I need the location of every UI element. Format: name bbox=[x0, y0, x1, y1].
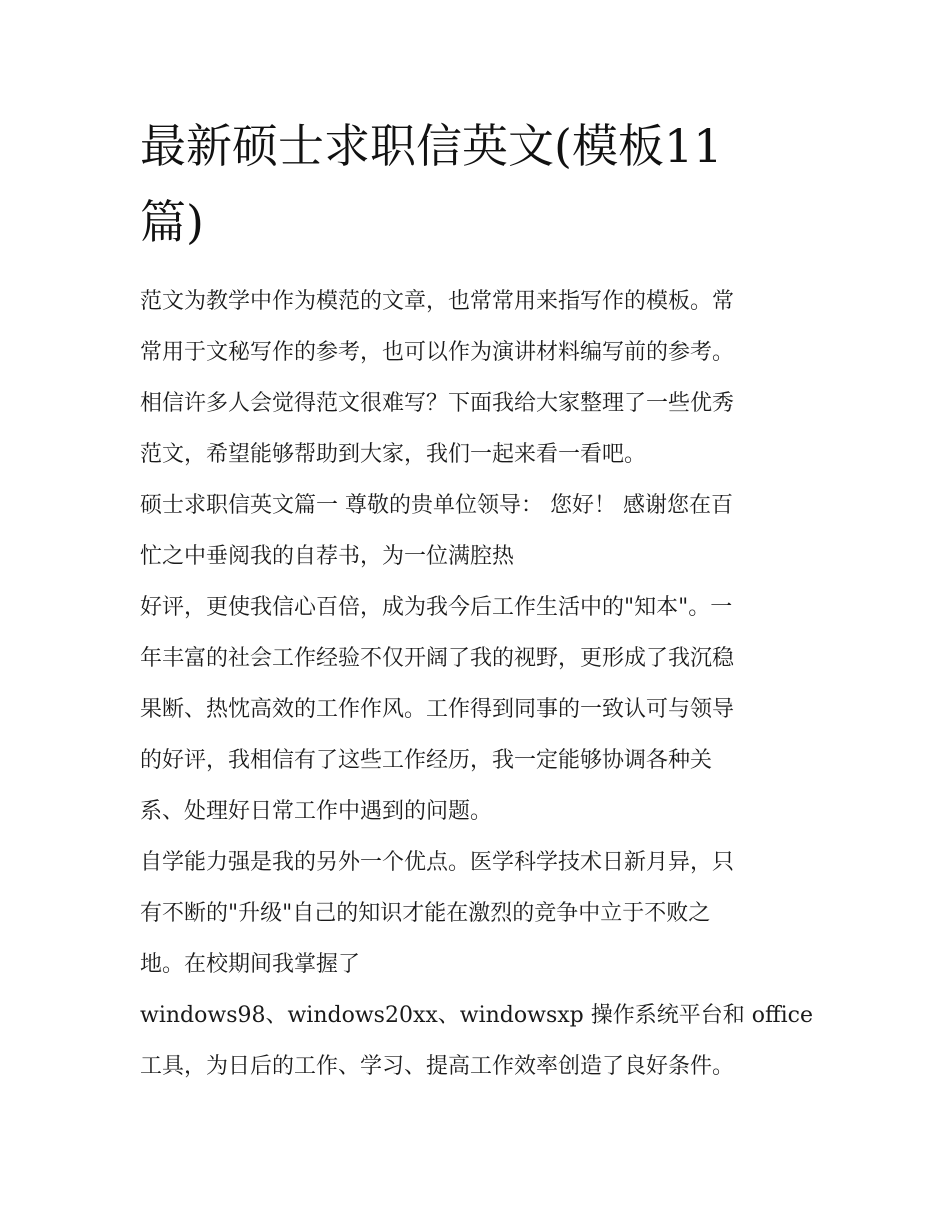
text-line: 硕士求职信英文篇一 尊敬的贵单位领导： 您好！ 感谢您在百 bbox=[140, 493, 733, 518]
text-line: 的好评，我相信有了这些工作经历，我一定能够协调各种关 bbox=[140, 748, 713, 773]
text-line: 常用于文秘写作的参考，也可以作为演讲材料编写前的参考。 bbox=[140, 340, 735, 365]
text-line: 系、处理好日常工作中遇到的问题。 bbox=[140, 799, 493, 824]
paragraph-computer-skills bbox=[140, 990, 815, 1092]
document-title bbox=[140, 108, 820, 260]
text-line: 工具，为日后的工作、学习、提高工作效率创造了良好条件。 bbox=[140, 1054, 735, 1079]
text-line: 好评，更使我信心百倍，成为我今后工作生活中的"知本"。一 bbox=[140, 595, 733, 620]
text-line: 有不断的"升级"自己的知识才能在激烈的竞争中立于不败之 bbox=[140, 901, 711, 926]
title-line-1: 最新硕士求职信英文(模板11 bbox=[140, 119, 723, 173]
text-line: 范文为教学中作为模范的文章，也常常用来指写作的模板。常 bbox=[140, 289, 735, 314]
paragraph-intro bbox=[140, 276, 815, 480]
text-line: 年丰富的社会工作经验不仅开阔了我的视野，更形成了我沉稳 bbox=[140, 646, 735, 671]
text-line: 地。在校期间我掌握了 bbox=[140, 952, 361, 977]
text-line: windows98、windows20xx、windowsxp 操作系统平台和 office bbox=[140, 1003, 813, 1028]
paragraph-self-learning bbox=[140, 837, 815, 990]
document-body bbox=[140, 276, 815, 1092]
text-line: 范文，希望能够帮助到大家，我们一起来看一看吧。 bbox=[140, 442, 647, 467]
text-line: 忙之中垂阅我的自荐书，为一位满腔热 bbox=[140, 544, 515, 569]
title-line-2: 篇) bbox=[140, 195, 204, 249]
paragraph-letter-opening bbox=[140, 480, 815, 582]
text-line: 果断、热忱高效的工作作风。工作得到同事的一致认可与领导 bbox=[140, 697, 735, 722]
text-line: 自学能力强是我的另外一个优点。医学科学技术日新月异，只 bbox=[140, 850, 735, 875]
text-line: 相信许多人会觉得范文很难写？下面我给大家整理了一些优秀 bbox=[140, 391, 735, 416]
paragraph-work-experience bbox=[140, 582, 815, 837]
